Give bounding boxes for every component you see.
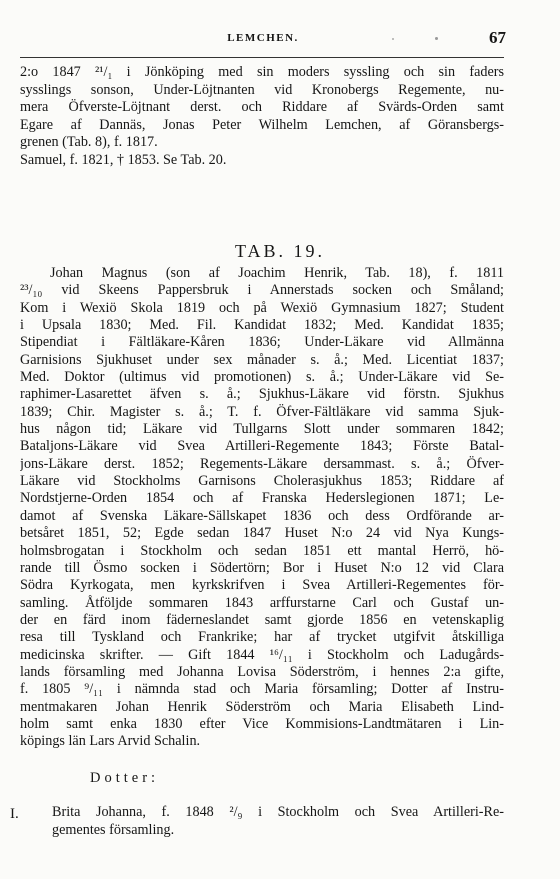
- text-line: Johan Magnus (son af Joachim Henrik, Tab. 18), f. 1811: [50, 265, 504, 281]
- text-line: raphimer-Lasarettet äfven s. å.; Sjukhus-Läkare vid förstn. Sjukhus: [20, 386, 504, 403]
- page-header: [20, 30, 506, 52]
- print-speck: [392, 38, 394, 40]
- print-speck: [435, 37, 438, 40]
- daughters-heading: Dotter:: [90, 770, 160, 786]
- continued-entry: [20, 64, 504, 169]
- text-line: lands församling med Johanna Lovisa Söderström, i hennes 2:a gifte,: [20, 663, 504, 680]
- daughter-entry: [52, 804, 504, 839]
- text-line: Kom i Wexiö Skola 1819 och på Wexiö Gymnasium 1827; Student: [20, 299, 504, 316]
- text-line: der en färd inom fäderneslandet samt gjorde 1856 en vetenskaplig: [20, 611, 504, 628]
- text-line: holm samt enka 1830 efter Vice Kommisions-Landtmätaren i Lin-: [20, 715, 504, 732]
- text-line: ²³/₁₀ vid Skeens Pappersbruk i Annerstads socken och Småland;: [20, 282, 504, 299]
- text-line: grenen (Tab. 8), f. 1817.: [20, 134, 158, 150]
- daughter-marker: I.: [10, 806, 19, 822]
- text-line: gementes församling.: [52, 821, 175, 838]
- text-line: mentmakaren Johan Henrik Söderström och Maria Elisabeth Lind-: [20, 698, 504, 715]
- page-number: 67: [489, 28, 506, 47]
- text-line: resa till Tyskland och Frankrike; har af trycket utgifvit åtskilliga: [20, 629, 504, 646]
- text-line: Läkare vid Stockholms Garnisons Cholerasjukhus 1853; Riddare af: [20, 473, 504, 490]
- running-head: LEMCHEN.: [227, 32, 299, 44]
- text-line: rande till Ösmo socken i Södertörn; Bor i Huset N:o 12 vid Clara: [20, 559, 504, 576]
- text-line: Garnisions Sjukhuset under sex månader s. å.; Med. Licentiat 1837;: [20, 351, 504, 368]
- text-line: Med. Doktor (ultimus vid promotionen) s. å.; Under-Läkare vid Se-: [20, 369, 504, 386]
- main-entry: [20, 265, 504, 751]
- text-line: jons-Läkare derst. 1852; Regements-Läkare dersammast. s. å.; Öfver-: [20, 455, 504, 472]
- text-line: i Upsala 1830; Med. Fil. Kandidat 1832; Med. Kandidat 1835;: [20, 317, 504, 334]
- text-line: köpings län Lars Arvid Schalin.: [20, 733, 201, 750]
- text-line: Egare af Dannäs, Jonas Peter Wilhelm Lemchen, af Göransbergs-: [20, 116, 504, 133]
- text-line: sysslings sonson, Under-Löjtnanten vid Kronobergs Regemente, nu-: [20, 81, 504, 98]
- text-line: betsåret 1851, 52; Egde sedan 1847 Huset N:o 24 vid Nya Kungs-: [20, 525, 504, 542]
- text-line: medicinska skrifter. — Gift 1844 ¹⁶/₁₁ i Stockholm och Ladugårds-: [20, 646, 504, 663]
- text-line: samling. Åtföljde sommaren 1843 arffurstarne Carl och Gustaf un-: [20, 594, 504, 611]
- text-line: holmsbrogatan i Stockholm och sedan 1851 ett mantal Herrö, hö-: [20, 542, 504, 559]
- text-line: 2:o 1847 ²¹/₁ i Jönköping med sin moders syssling och sin faders: [20, 64, 504, 80]
- text-line: Brita Johanna, f. 1848 ²/₉ i Stockholm och Svea Artilleri-Re-: [52, 804, 504, 820]
- text-line: Samuel, f. 1821, † 1853. Se Tab. 20.: [20, 151, 227, 168]
- text-line: Nordstjerne-Orden 1854 och af Franska Hederslegionen 1871; Le-: [20, 490, 504, 507]
- text-line: 1839; Chir. Magister s. å.; T. f. Öfver-Fältläkare vid samma Sjuk-: [20, 403, 504, 420]
- text-line: f. 1805 ⁹/₁₁ i nämnda stad och Maria församling; Dotter af Instru-: [20, 681, 504, 698]
- text-line: Södra Kyrkogata, men kyrkskrifven i Svea Artilleri-Regementes för-: [20, 577, 504, 594]
- text-line: Stipendiat i Fältläkare-Kåren 1836; Under-Läkare vid Allmänna: [20, 334, 504, 351]
- text-line: Bataljons-Läkare vid Svea Artilleri-Regemente 1843; Förste Batal-: [20, 438, 504, 455]
- text-line: mera Öfverste-Löjtnant derst. och Riddare af Svärds-Orden samt: [20, 99, 504, 115]
- text-line: hus någon tid; Läkare vid Tullgarns Slott under sommaren 1842;: [20, 421, 504, 438]
- section-heading: [0, 241, 560, 262]
- text-line: damot af Svenska Läkare-Sällskapet 1836 och dess Ordförande ar-: [20, 507, 504, 524]
- section-heading-text: TAB. 19.: [234, 241, 326, 261]
- header-rule: [20, 57, 504, 58]
